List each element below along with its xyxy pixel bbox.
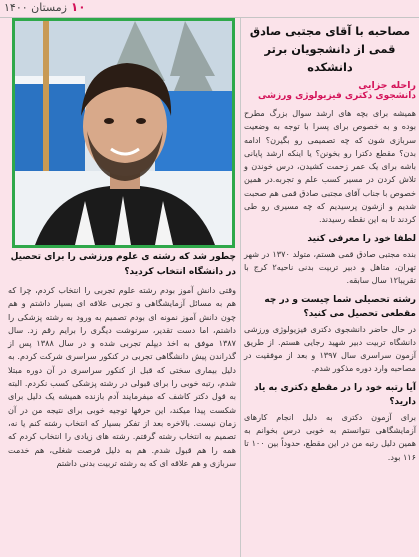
question-4: چطور شد که رشته ی علوم ورزشی را برای تحصیل در دانشگاه انتخاب کردید؟: [10, 252, 236, 277]
answer-4: وقتی دانش آموز بودم رشته علوم تجربی را انتخاب کردم، چرا که هم به مسائل آزمایشگاهی و تجربی علاقه ای بسیار داشتم و هم چون دانش آموز نمونه ای بودم تصمیم به ورود به رشته پزشکی را داشتم، اما دست تقدیر، سرنوشت دیگری را برایم رقم زد. سال ۱۳۸۷ موفق به اخذ دیپلم تجربی شده و در سال ۱۳۸۸ پس از گذراندن پیش دانشگاهی تجربی در کنکور سراسری شرکت کردم. به دلیل بیماری سختی که قبل از کنکور سراسری در آن دوره مبتلا شدم، رتبه خوبی را برای قبولی در رشته پزشکی کسب نکردم. البته به قول دکتر کاشف که میفرمایند آدم بازنده همیشه یک دلیل برای شکست پیدا میکند، این حرفها توجیه خوبی برای نتیجه من در آن زمان نیست. بالاخره بعد از تفکر بسیار که انتخاب رشته کنم یا نه، تصمیم به انتخاب رشته گرفتم. رشته های زیادی را انتخاب کردم که همه را هم قبول شدم. هم به دلیل فرصت شغلی، هم خدمت سربازی و هم علاقه ای که به رشته تربیت بدنی داشتم: [8, 285, 236, 468]
question-3: آیا رتبه خود را در مقطع دکتری به یاد دارید؟: [254, 382, 416, 407]
question-2: رشته تحصیلی شما چیست و در چه مقطعی تحصیل می کنید؟: [264, 294, 416, 319]
author-name: راحله جزایی: [358, 80, 416, 91]
portrait-image: [15, 21, 232, 245]
answer-2: در حال حاضر دانشجوی دکتری فیزیولوژی ورزشی دانشگاه تربیت دبیر شهید رجایی هستم. از طریق آزمون سراسری سال ۱۳۹۷ و بعد از موفقیت در مصاحبه وارد دوره مذکور شدم.: [244, 323, 417, 374]
left-column: [8, 250, 236, 470]
article-title: مصاحبه با آقای مجتبی صادق قمی از دانشجویان برتر دانشکده: [249, 24, 411, 74]
answer-1: بنده مجتبی صادق قمی هستم، متولد ۱۳۷۰ در شهر تهران، متاهل و دبیر تربیت بدنی ناحیه۲ کرج با تقریبا۱۲ سال سابقه.: [244, 248, 417, 286]
intro-paragraph: همیشه برای بچه های ارشد سوال بزرگ مطرح بوده و به خصوص برای پسرا با توجه به وضعیت سربازی شون که چه تصمیمی رو بگیرن؟ ادامه بدن؟ مقطع دکترا رو بخونن؟ یا اینکه ارشد پایانی باشه برای یک عمر زحمت کشیدن، درس خوندن و تلاش کردن در مسیر کسب علم و تجربه.در همین خصوص با جناب آقای مجتبی صادق قمی هم صحبت شدیم و ازشون پرسیدیم که چه مسیری رو طی کردند تا به این نقطه رسیدند.: [244, 108, 416, 225]
page-header: [0, 0, 419, 18]
issue-label: زمستان ۱۴۰۰: [4, 1, 67, 14]
column-divider: [240, 18, 242, 557]
author-role: دانشجوی دکتری فیزیولوژی ورزشی: [258, 91, 416, 101]
right-column: [244, 18, 416, 464]
issue-label-group: [4, 0, 86, 14]
answer-3: برای آزمون دکتری به دلیل انجام کارهای آزمایشگاهی نتوانستم به خوبی درس بخوانم به همین دلیل رتبه من در این مقطع، حدوداً بین ۱۰۰ تا ۱۱۶ بود.: [244, 411, 416, 462]
page-number: ۱۰: [70, 0, 86, 14]
interviewee-photo: [12, 18, 235, 248]
question-1: لطفا خود را معرفی کنید: [307, 233, 416, 244]
